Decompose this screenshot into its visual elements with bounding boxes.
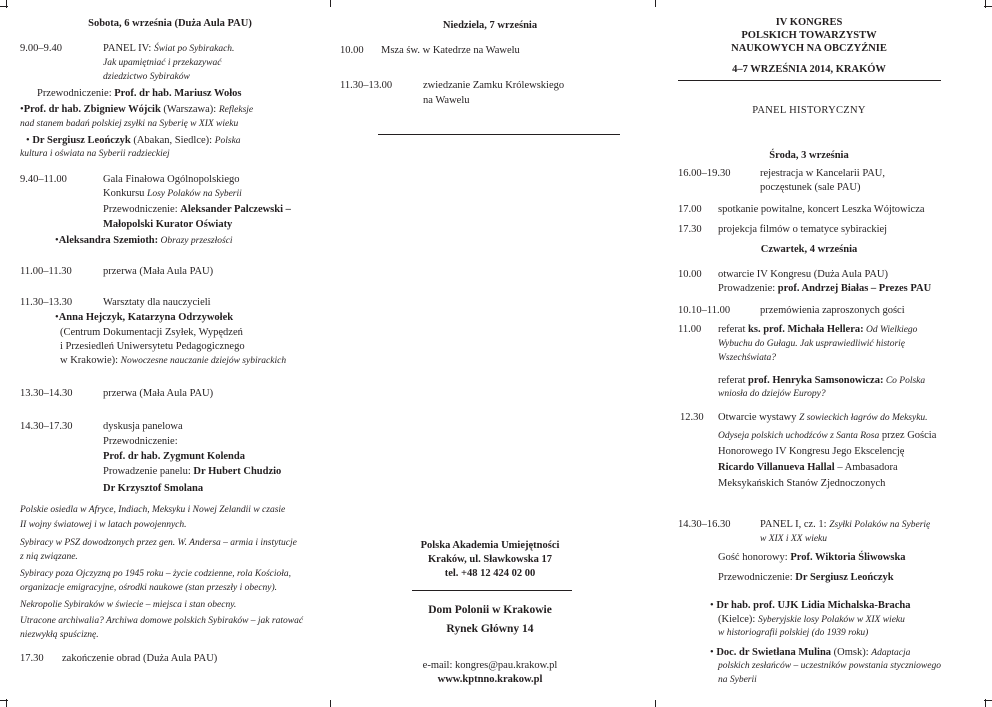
wednesday-header: Środa, 3 września bbox=[769, 150, 849, 161]
speaker-item: • Doc. dr Swietłana Mulina (Omsk): Adaptacja bbox=[710, 647, 911, 658]
time-label: 14.30–16.30 bbox=[678, 519, 731, 530]
time-label: 11.30–13.30 bbox=[20, 297, 73, 308]
time-label: 14.30–17.30 bbox=[20, 421, 73, 432]
fold-mark bbox=[655, 700, 656, 707]
dom-polonii: Rynek Główny 14 bbox=[446, 623, 534, 635]
time-label: 10.00 bbox=[678, 269, 702, 280]
time-label: 11.00–11.30 bbox=[20, 266, 72, 277]
panel-i-title: PANEL I, cz. 1: Zsyłki Polaków na Syberię bbox=[760, 519, 931, 530]
topic-line: Sybiracy w PSZ dowodzonych przez gen. W. Andersa – armia i instytucje bbox=[20, 538, 297, 548]
chair-line: Przewodniczenie: Dr Sergiusz Leończyk bbox=[718, 572, 894, 583]
lecture-line: Wszechświata? bbox=[718, 353, 777, 363]
workshop-line: Warsztaty dla nauczycieli bbox=[103, 297, 211, 308]
pau-address: Kraków, ul. Sławkowska 17 bbox=[428, 554, 552, 565]
speaker-affiliation: i Przesiedleń Uniwersytetu Pedagogicznego bbox=[60, 341, 245, 352]
divider bbox=[378, 134, 620, 135]
lecture-line: referat prof. Henryka Samsonowicza: Co Polska bbox=[718, 375, 926, 386]
panel-title: PANEL HISTORYCZNY bbox=[752, 105, 866, 116]
discussion-line: dyskusja panelowa bbox=[103, 421, 183, 432]
chair-line: Przewodniczenie: Aleksander Palczewski – bbox=[103, 204, 291, 215]
event-line: projekcja filmów o tematyce sybirackiej bbox=[718, 224, 888, 235]
pau-address: Polska Akademia Umiejętności bbox=[420, 540, 560, 551]
gala-line: Gala Finałowa Ogólnopolskiego bbox=[103, 174, 240, 185]
topic-line: Nekropolie Sybiraków w świecie – miejsca i stan obecny. bbox=[20, 600, 237, 610]
lecture-line: wniosła do dziejów Europy? bbox=[718, 389, 826, 399]
event-line: na Wawelu bbox=[423, 95, 470, 106]
fold-mark bbox=[655, 0, 656, 7]
congress-title: POLSKICH TOWARZYSTW bbox=[741, 30, 877, 41]
chair-line: Przewodniczenie: Prof. dr hab. Mariusz Wołos bbox=[37, 88, 242, 99]
panel-iv-subtitle: Jak upamiętniać i przekazywać bbox=[103, 58, 222, 68]
speaker-topic: (Kielce): Syberyjskie losy Polaków w XIX wieku bbox=[718, 614, 905, 625]
exhibition-line: Odyseja polskich uchodźców z Santa Rosa przez Gościa bbox=[718, 430, 937, 441]
time-label: 11.00 bbox=[678, 324, 702, 335]
time-label: 16.00–19.30 bbox=[678, 168, 731, 179]
time-label: 17.30 bbox=[20, 653, 44, 664]
congress-title: NAUKOWYCH NA OBCZYŹNIE bbox=[731, 43, 887, 54]
exhibition-line: Otwarcie wystawy Z sowieckich łagrów do Meksyku. bbox=[718, 412, 928, 423]
crop-mark bbox=[985, 0, 986, 8]
event-line: Prowadzenie: prof. Andrzej Białas – Prezes PAU bbox=[718, 283, 932, 294]
fold-mark bbox=[330, 0, 331, 7]
time-label: 17.30 bbox=[678, 224, 702, 235]
topic-line: Polskie osiedla w Afryce, Indiach, Meksyku i Nowej Zelandii w czasie bbox=[20, 505, 286, 515]
topic-line: organizacje emigracyjne, ośrodki naukowe (stan przeszły i obecny). bbox=[20, 583, 278, 593]
lecture-line: Wybuchu do Gułagu. Jak usprawiedliwić historię bbox=[718, 339, 905, 349]
panel-i-title: w XIX i XX wieku bbox=[760, 534, 828, 544]
speaker-topic: w historiografii polskiej (do 1939 roku) bbox=[718, 628, 869, 638]
chair-line: Małopolski Kurator Oświaty bbox=[103, 219, 233, 230]
speaker-item: •Aleksandra Szemioth: Obrazy przeszłości bbox=[55, 235, 233, 246]
event-line: otwarcie IV Kongresu (Duża Aula PAU) bbox=[718, 269, 889, 280]
discussion-line: Prof. dr hab. Zygmunt Kolenda bbox=[103, 451, 245, 462]
speaker-affiliation: w Krakowie): Nowoczesne nauczanie dziejów sybirackich bbox=[60, 355, 287, 366]
discussion-line: Przewodniczenie: bbox=[103, 436, 178, 447]
topic-line: niezwykłą spuściznę. bbox=[20, 630, 99, 640]
crop-mark bbox=[6, 0, 7, 8]
topic-line: z nią związane. bbox=[20, 552, 78, 562]
event-line: poczęstunek (sale PAU) bbox=[760, 182, 861, 193]
divider bbox=[412, 590, 572, 591]
panel-iv-subtitle: dziedzictwo Sybiraków bbox=[103, 72, 190, 82]
thursday-header: Czwartek, 4 września bbox=[760, 244, 858, 255]
event-line: zwiedzanie Zamku Królewskiego bbox=[423, 80, 565, 91]
time-label: 12.30 bbox=[680, 412, 704, 423]
event-line: rejestracja w Kancelarii PAU, bbox=[760, 168, 885, 179]
speaker-item: • Dr hab. prof. UJK Lidia Michalska-Bracha bbox=[710, 600, 911, 611]
congress-title: IV KONGRES bbox=[775, 17, 843, 28]
topic-line: II wojny światowej i w latach powojennych. bbox=[20, 520, 187, 530]
event-line: przemówienia zaproszonych gości bbox=[760, 305, 905, 316]
speaker-topic: kultura i oświata na Syberii radzieckiej bbox=[20, 149, 170, 159]
speaker-topic: nad stanem badań polskiej zsyłki na Syberię w XIX wieku bbox=[20, 119, 239, 129]
speaker-topic: polskich zesłańców – uczestników powstania styczniowego bbox=[718, 661, 941, 671]
closing-line: zakończenie obrad (Duża Aula PAU) bbox=[62, 653, 218, 664]
saturday-header: Sobota, 6 września (Duża Aula PAU) bbox=[88, 18, 252, 29]
crop-mark bbox=[6, 699, 7, 707]
time-label: 9.00–9.40 bbox=[20, 43, 62, 54]
discussion-line: Prowadzenie panelu: Dr Hubert Chudzio bbox=[103, 466, 282, 477]
gala-line: Konkursu Losy Polaków na Syberii bbox=[103, 188, 242, 199]
time-label: 13.30–14.30 bbox=[20, 388, 73, 399]
speaker-item: •Prof. dr hab. Zbigniew Wójcik (Warszawa): Refleksje bbox=[20, 104, 254, 115]
speaker-topic: na Syberii bbox=[718, 675, 757, 685]
divider bbox=[678, 80, 941, 81]
topic-line: Utracone archiwalia? Archiwa domowe polskich Sybiraków – jak ratować bbox=[20, 616, 304, 626]
congress-dates: 4–7 WRZEŚNIA 2014, KRAKÓW bbox=[732, 64, 886, 75]
crop-mark bbox=[985, 699, 986, 707]
speaker-affiliation: (Centrum Dokumentacji Zsyłek, Wypędzeń bbox=[60, 327, 243, 338]
panel-iv-title: PANEL IV: Świat po Sybirakach. bbox=[103, 43, 235, 54]
pau-address: tel. +48 12 424 02 00 bbox=[444, 568, 536, 579]
lecture-line: referat ks. prof. Michała Hellera: Od Wielkiego bbox=[718, 324, 918, 335]
exhibition-line: Meksykańskich Stanów Zjednoczonych bbox=[718, 478, 886, 489]
time-label: 10.00 bbox=[340, 45, 364, 56]
exhibition-line: Honorowego IV Kongresu Jego Ekscelencję bbox=[718, 446, 905, 457]
sunday-header: Niedziela, 7 września bbox=[442, 20, 538, 31]
discussion-line: Dr Krzysztof Smolana bbox=[103, 483, 204, 494]
topic-line: Sybiracy poza Ojczyzną po 1945 roku – życie codzienne, rola Kościoła, bbox=[20, 569, 292, 579]
break-line: przerwa (Mała Aula PAU) bbox=[103, 266, 214, 277]
event-line: spotkanie powitalne, koncert Leszka Wójtowicza bbox=[718, 204, 925, 215]
fold-mark bbox=[330, 700, 331, 707]
time-label: 11.30–13.00 bbox=[340, 80, 393, 91]
dom-polonii: Dom Polonii w Krakowie bbox=[428, 604, 552, 616]
guest-line: Gość honorowy: Prof. Wiktoria Śliwowska bbox=[718, 552, 906, 563]
exhibition-line: Ricardo Villanueva Hallal – Ambasadora bbox=[718, 462, 898, 473]
event-line: Msza św. w Katedrze na Wawelu bbox=[381, 45, 520, 56]
email-link[interactable]: e-mail: kongres@pau.krakow.pl bbox=[422, 660, 558, 671]
website-link[interactable]: www.kptnno.krakow.pl bbox=[437, 674, 543, 685]
speaker-item: • Dr Sergiusz Leończyk (Abakan, Siedlce): Polska bbox=[26, 135, 241, 146]
break-line: przerwa (Mała Aula PAU) bbox=[103, 388, 214, 399]
speaker-item: •Anna Hejczyk, Katarzyna Odrzywołek bbox=[55, 312, 234, 323]
time-label: 9.40–11.00 bbox=[20, 174, 67, 185]
time-label: 10.10–11.00 bbox=[678, 305, 731, 316]
time-label: 17.00 bbox=[678, 204, 702, 215]
